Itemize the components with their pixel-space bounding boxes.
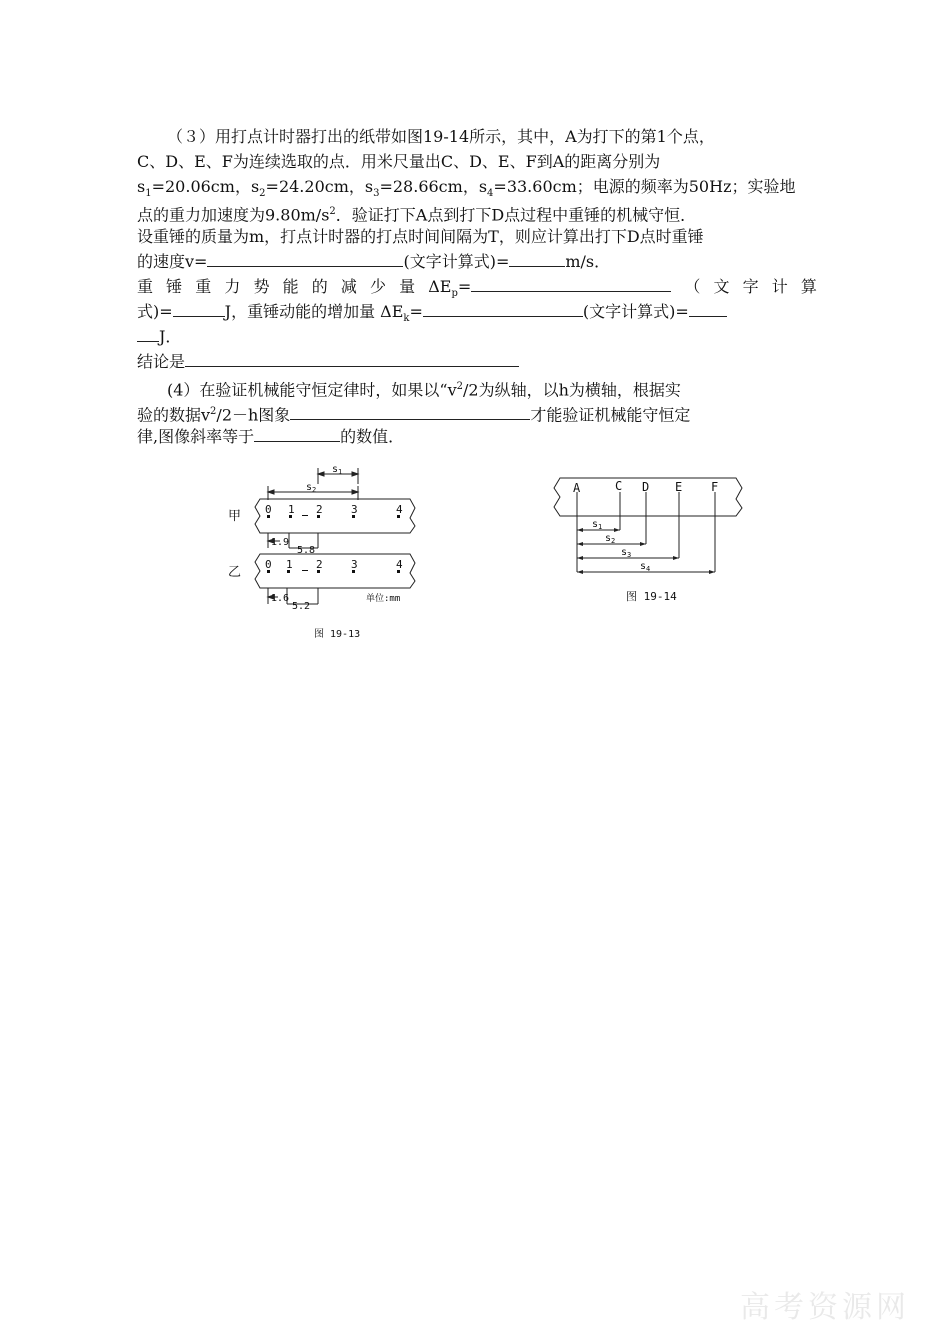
q3-text-5: 设重锤的质量为m，打点计时器的打点时间间隔为T，则应计算出打下D点时重锤 <box>137 227 704 246</box>
word: 文 <box>713 277 730 296</box>
delta-ep-group <box>428 274 671 299</box>
q3-text-8d: (文字计算式)= <box>582 302 689 321</box>
potential-energy-value-blank[interactable] <box>173 299 225 317</box>
q3-text-9: J． <box>159 327 182 346</box>
q3-text-3d: =28.66cm，s <box>379 177 488 196</box>
s1-label: $s_1$ <box>332 464 343 476</box>
q3-text-2: C、D、E、F为连续选取的点．用米尺量出C、D、E、F到A的距离分别为 <box>137 152 661 171</box>
s-subscript: 1 <box>145 188 152 200</box>
tick-label: 2 <box>316 503 323 516</box>
tick-label: 4 <box>396 503 403 516</box>
word: 字 <box>742 277 759 296</box>
delta-e-symbol: ΔE <box>428 277 452 296</box>
kinetic-energy-formula-blank[interactable] <box>423 299 583 317</box>
word: 势 <box>253 277 270 296</box>
q3-text-3e: =33.60cm；电源的频率为50Hz；实验地 <box>493 177 796 196</box>
tick-label: 1 <box>288 503 295 516</box>
q4-text-1b: /2为纵轴，以h为横轴，根据实 <box>463 380 681 400</box>
q3-text-1: （３）用打点计时器打出的纸带如图19-14所示，其中，A为打下的第1个点， <box>167 127 715 146</box>
tick-label: 3 <box>351 503 358 516</box>
velocity-value-blank[interactable] <box>509 249 565 267</box>
superscript: 2 <box>456 381 464 392</box>
q3-line-2 <box>137 149 817 174</box>
q3-text-8b: J，重锤动能的增加量 ΔE <box>224 302 404 321</box>
q3-text-3b: =20.06cm，s <box>151 177 260 196</box>
s1-label: $s_1$ <box>592 519 603 531</box>
q3-line-3 <box>137 174 817 199</box>
tick-label: 1 <box>286 558 293 571</box>
kinetic-energy-value-blank-cont[interactable] <box>137 324 159 342</box>
word: 重 <box>137 277 154 296</box>
q3-line-8 <box>137 299 817 324</box>
conclusion-label: 结论是 <box>137 352 186 371</box>
point-label-a: A <box>573 481 581 495</box>
tick-label: 0 <box>265 558 272 571</box>
point-label-f: F <box>711 480 719 494</box>
q3-line-6 <box>137 249 817 274</box>
q3-text-6b: (文字计算式)= <box>403 252 510 271</box>
distance-label-jia-2: 5.8 <box>297 545 316 556</box>
superscript: 2 <box>210 406 217 417</box>
subscript: k <box>403 313 410 325</box>
q3-line-7 <box>137 274 817 299</box>
q3-line-9 <box>137 324 817 349</box>
row-label-jia: 甲 <box>228 509 242 524</box>
watermark: 高考资源网 <box>740 1290 910 1325</box>
graph-shape-blank[interactable] <box>290 402 530 420</box>
question-text <box>137 124 817 449</box>
q4-text-2a: 验的数据v <box>137 405 211 425</box>
word: 计 <box>771 277 788 296</box>
s-subscript: 3 <box>373 188 380 200</box>
tick-label: 2 <box>316 558 323 571</box>
q3-line-4 <box>137 199 817 224</box>
figure-19-14 <box>548 472 748 607</box>
word: 重 <box>195 277 212 296</box>
word: 的 <box>311 277 328 296</box>
word: 少 <box>370 277 387 296</box>
conclusion-blank[interactable] <box>185 349 519 367</box>
figure-19-13 <box>220 462 430 647</box>
superscript: 2 <box>329 206 336 217</box>
slope-blank[interactable] <box>254 424 340 442</box>
tick-label: 4 <box>396 558 403 571</box>
subscript: p <box>451 288 458 300</box>
point-label-c: C <box>615 479 623 493</box>
figure-caption: 图 19-14 <box>626 590 677 603</box>
q3-text-8a: 式)= <box>137 302 173 321</box>
q4-line-2 <box>137 399 817 424</box>
distance-label-yi-1: 1.6 <box>271 593 290 604</box>
q4-text-2c: 才能验证机械能守恒定 <box>530 405 691 425</box>
s-symbol: s <box>137 177 146 196</box>
word: 算 <box>800 277 817 296</box>
s2-label: $s_2$ <box>605 533 616 545</box>
q3-text-6c: m/s． <box>565 252 611 271</box>
s3-label: $s_3$ <box>621 547 632 559</box>
potential-energy-formula-blank[interactable] <box>471 274 671 292</box>
q3-line-5 <box>137 224 817 249</box>
q4-line-3 <box>137 424 817 449</box>
equals: = <box>409 302 423 321</box>
q3-text-6a: 的速度v= <box>137 252 208 271</box>
figure-caption: 图 19-13 <box>314 629 361 640</box>
q4-line-1 <box>137 374 817 399</box>
word: 量 <box>399 277 416 296</box>
word: （ <box>684 277 701 296</box>
q4-text-3a: 律,图像斜率等于 <box>137 427 255 446</box>
q3-text-4a: 点的重力加速度为9.80m/s <box>137 205 330 225</box>
unit-label: 单位:mm <box>366 594 401 604</box>
kinetic-energy-value-blank[interactable] <box>689 299 727 317</box>
distance-label-jia-1: 1.9 <box>271 537 290 548</box>
q3-line-10 <box>137 349 817 374</box>
q3-line-1 <box>137 124 817 149</box>
word: 锤 <box>166 277 183 296</box>
word: 减 <box>340 277 357 296</box>
q4-text-3b: 的数值． <box>340 427 405 446</box>
velocity-formula-blank[interactable] <box>207 249 403 267</box>
q3-text-3c: =24.20cm，s <box>265 177 374 196</box>
word: 力 <box>224 277 241 296</box>
s4-label: $s_4$ <box>640 561 651 573</box>
q4-text-2b: /2－h图象 <box>216 405 291 425</box>
equals: = <box>457 277 472 296</box>
distance-label-yi-2: 5.2 <box>292 601 311 612</box>
tick-label: 0 <box>265 503 272 516</box>
s-subscript: 2 <box>259 188 266 200</box>
tick-label: 3 <box>351 558 358 571</box>
word: 能 <box>282 277 299 296</box>
point-label-d: D <box>642 480 650 494</box>
q4-text-1a: (4）在验证机械能守恒定律时，如果以“v <box>167 380 457 400</box>
s-subscript: 4 <box>487 188 494 200</box>
point-label-e: E <box>675 480 683 494</box>
q3-text-4b: ．验证打下A点到打下D点过程中重锤的机械守恒． <box>335 205 697 225</box>
row-label-yi: 乙 <box>228 565 242 580</box>
s2-label: $s_2$ <box>306 482 317 494</box>
